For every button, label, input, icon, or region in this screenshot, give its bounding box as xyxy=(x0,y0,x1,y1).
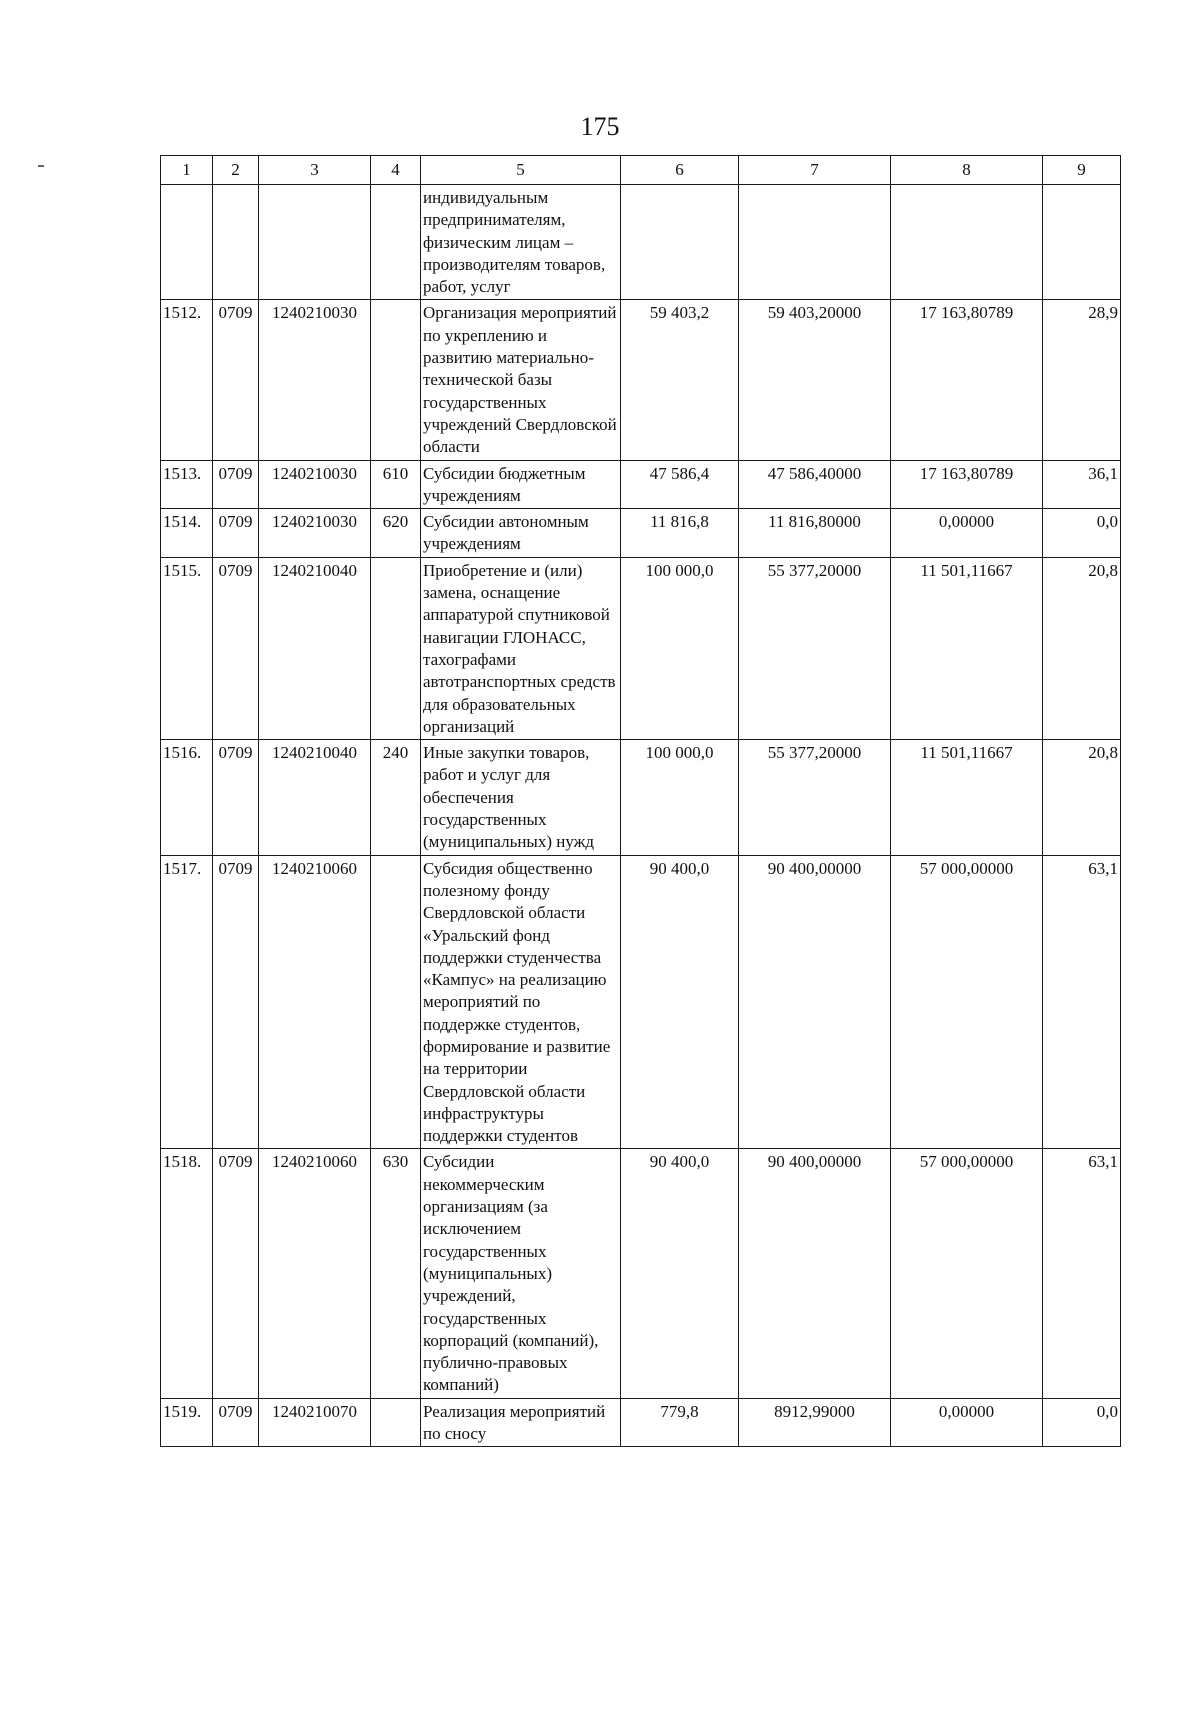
item-name: Реализация мероприятий по сносу xyxy=(421,1398,621,1447)
expense-type-code xyxy=(371,1398,421,1447)
item-name: Субсидии бюджетным учреждениям xyxy=(421,460,621,509)
column-header: 9 xyxy=(1043,156,1121,185)
row-number: 1515. xyxy=(161,557,213,739)
row-number: 1514. xyxy=(161,509,213,558)
budget-table xyxy=(160,155,1121,1447)
section-code: 0709 xyxy=(213,1149,259,1398)
target-code: 1240210030 xyxy=(259,509,371,558)
value-col9: 20,8 xyxy=(1043,740,1121,855)
column-header: 8 xyxy=(891,156,1043,185)
expense-type-code: 610 xyxy=(371,460,421,509)
item-name: Субсидии некоммерческим организациям (за исключением государственных (муниципальных) учреждений, государственных корпораций (компаний), публично-правовых компаний) xyxy=(421,1149,621,1398)
expense-type-code xyxy=(371,855,421,1149)
item-name: Субсидии автономным учреждениям xyxy=(421,509,621,558)
column-header: 1 xyxy=(161,156,213,185)
value-col6: 59 403,2 xyxy=(621,300,739,460)
row-number: 1512. xyxy=(161,300,213,460)
value-col8: 57 000,00000 xyxy=(891,1149,1043,1398)
section-code: 0709 xyxy=(213,509,259,558)
value-col7: 8912,99000 xyxy=(739,1398,891,1447)
table-row xyxy=(161,855,1121,1149)
value-col9 xyxy=(1043,185,1121,300)
value-col6: 100 000,0 xyxy=(621,740,739,855)
item-name: Субсидия общественно полезному фонду Свердловской области «Уральский фонд поддержки студенчества «Кампус» на реализацию мероприятий по поддержке студентов, формирование и развитие на территории Свердловской области инфраструктуры поддержки студентов xyxy=(421,855,621,1149)
column-header: 7 xyxy=(739,156,891,185)
section-code: 0709 xyxy=(213,855,259,1149)
table-row xyxy=(161,509,1121,558)
section-code: 0709 xyxy=(213,460,259,509)
target-code: 1240210040 xyxy=(259,740,371,855)
value-col8: 57 000,00000 xyxy=(891,855,1043,1149)
target-code: 1240210060 xyxy=(259,855,371,1149)
value-col7: 59 403,20000 xyxy=(739,300,891,460)
expense-type-code xyxy=(371,557,421,739)
value-col9: 36,1 xyxy=(1043,460,1121,509)
expense-type-code: 620 xyxy=(371,509,421,558)
row-number: 1518. xyxy=(161,1149,213,1398)
value-col7: 90 400,00000 xyxy=(739,855,891,1149)
table-row xyxy=(161,740,1121,855)
value-col8: 0,00000 xyxy=(891,1398,1043,1447)
value-col8 xyxy=(891,185,1043,300)
value-col8: 17 163,80789 xyxy=(891,300,1043,460)
value-col6: 100 000,0 xyxy=(621,557,739,739)
column-header: 2 xyxy=(213,156,259,185)
value-col8: 11 501,11667 xyxy=(891,557,1043,739)
value-col8: 17 163,80789 xyxy=(891,460,1043,509)
column-header: 4 xyxy=(371,156,421,185)
value-col9: 0,0 xyxy=(1043,1398,1121,1447)
value-col6: 90 400,0 xyxy=(621,1149,739,1398)
value-col6: 47 586,4 xyxy=(621,460,739,509)
expense-type-code: 630 xyxy=(371,1149,421,1398)
value-col6 xyxy=(621,185,739,300)
item-name: Приобретение и (или) замена, оснащение аппаратурой спутниковой навигации ГЛОНАСС, тахографами автотранспортных средств для образовательных организаций xyxy=(421,557,621,739)
table-row xyxy=(161,1398,1121,1447)
expense-type-code: 240 xyxy=(371,740,421,855)
expense-type-code xyxy=(371,300,421,460)
section-code xyxy=(213,185,259,300)
expense-type-code xyxy=(371,185,421,300)
target-code xyxy=(259,185,371,300)
section-code: 0709 xyxy=(213,740,259,855)
value-col8: 0,00000 xyxy=(891,509,1043,558)
table-row xyxy=(161,557,1121,739)
row-number: 1516. xyxy=(161,740,213,855)
target-code: 1240210070 xyxy=(259,1398,371,1447)
row-number: 1519. xyxy=(161,1398,213,1447)
item-name: индивидуальным предпринимателям, физическим лицам – производителям товаров, работ, услуг xyxy=(421,185,621,300)
target-code: 1240210030 xyxy=(259,460,371,509)
value-col9: 63,1 xyxy=(1043,855,1121,1149)
value-col9: 20,8 xyxy=(1043,557,1121,739)
section-code: 0709 xyxy=(213,300,259,460)
value-col7 xyxy=(739,185,891,300)
table-row xyxy=(161,185,1121,300)
value-col7: 47 586,40000 xyxy=(739,460,891,509)
table-row xyxy=(161,1149,1121,1398)
row-number xyxy=(161,185,213,300)
value-col7: 55 377,20000 xyxy=(739,557,891,739)
column-header: 3 xyxy=(259,156,371,185)
item-name: Организация мероприятий по укреплению и развитию материально-технической базы государственных учреждений Свердловской области xyxy=(421,300,621,460)
value-col8: 11 501,11667 xyxy=(891,740,1043,855)
header-row xyxy=(161,156,1121,185)
item-name: Иные закупки товаров, работ и услуг для обеспечения государственных (муниципальных) нужд xyxy=(421,740,621,855)
section-code: 0709 xyxy=(213,557,259,739)
value-col7: 11 816,80000 xyxy=(739,509,891,558)
column-header: 5 xyxy=(421,156,621,185)
section-code: 0709 xyxy=(213,1398,259,1447)
target-code: 1240210060 xyxy=(259,1149,371,1398)
table-row xyxy=(161,300,1121,460)
value-col6: 11 816,8 xyxy=(621,509,739,558)
value-col7: 90 400,00000 xyxy=(739,1149,891,1398)
value-col6: 779,8 xyxy=(621,1398,739,1447)
value-col9: 63,1 xyxy=(1043,1149,1121,1398)
value-col9: 0,0 xyxy=(1043,509,1121,558)
row-number: 1517. xyxy=(161,855,213,1149)
column-header: 6 xyxy=(621,156,739,185)
value-col7: 55 377,20000 xyxy=(739,740,891,855)
row-number: 1513. xyxy=(161,460,213,509)
page-number: 175 xyxy=(580,112,620,141)
value-col9: 28,9 xyxy=(1043,300,1121,460)
target-code: 1240210030 xyxy=(259,300,371,460)
scan-mark xyxy=(38,165,44,167)
table-row xyxy=(161,460,1121,509)
target-code: 1240210040 xyxy=(259,557,371,739)
value-col6: 90 400,0 xyxy=(621,855,739,1149)
